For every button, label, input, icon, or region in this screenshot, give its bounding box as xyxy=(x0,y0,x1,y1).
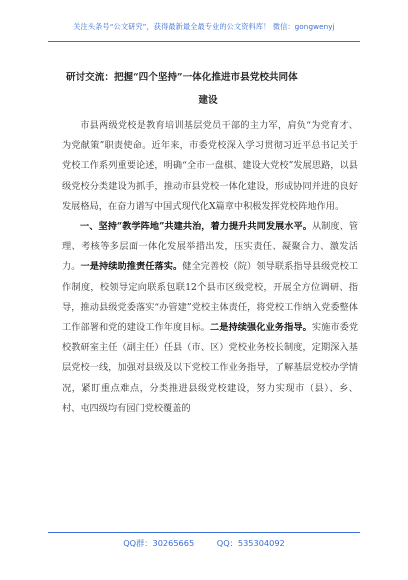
section-one-text-1: 从制度、管理、考核等多层面一体化发展举措出发，压实责任、凝聚合力、激发活力。 xyxy=(62,221,359,273)
point-one-heading: 一是持续助推责任落实。 xyxy=(80,261,183,273)
paragraph-intro xyxy=(62,116,358,217)
header-banner: 关注头条号“公文研究”，获得最新最全最专业的公文资料库！ 微信：gongwenyj xyxy=(73,22,335,31)
footer-qq: QQ：535304092 xyxy=(216,538,285,548)
section-one-heading: 一、坚持“教学阵地”共建共治，着力提升共同发展水平。 xyxy=(80,221,312,233)
point-two-text: 实施市委党校教研室主任（副主任）任县（市、区）党校业务校长制度，定期深入基层党校一线，加强对县级及以下党校工作业务指导，了解基层党校办学情况，紧盯重点难点，分类推进县级党校建设，努力实现市（县）、乡、村、屯四级均有园门党校覆盖的 xyxy=(62,322,359,414)
paragraph-section-one xyxy=(62,217,358,419)
footer xyxy=(0,538,408,549)
point-one-text: 健全完善校（院）领导联系指导县级党校工作制度，校领导定向联系包联12个县市区级党校，开展全方位调研、指导，推动县级党委落实“办管建”党校主体责任，将党校工作纳入党委整体工作部署和党的建设工作年度目标。 xyxy=(62,261,359,334)
title-line-2: 建设 xyxy=(198,95,218,106)
title-line-1: 研讨交流：把握“四个坚持”一体化推进市县党校共同体 xyxy=(66,72,298,83)
footer-qq-group: QQ群：30265665 xyxy=(123,538,195,548)
document-title xyxy=(58,66,358,112)
document-body xyxy=(62,116,358,419)
point-two-heading: 二是持续强化业务指导。 xyxy=(210,322,312,334)
footer-divider xyxy=(48,532,360,533)
header-divider xyxy=(48,41,360,42)
paragraph-intro-text: 市县两级党校是教育培训基层党员干部的主力军，肩负“为党育才、为党献策”职责使命。近年来，市委党校深入学习贯彻习近平总书记关于党校工作系列重要论述，明确“全市一盘棋、建设大党校”发展思路，以县级党校分类建设为抓手，推动市县党校一体化建设，形成协同并进的良好发展格局，在奋力谱写中国式现代化X篇章中积极发挥党校阵地作用。 xyxy=(62,120,358,212)
